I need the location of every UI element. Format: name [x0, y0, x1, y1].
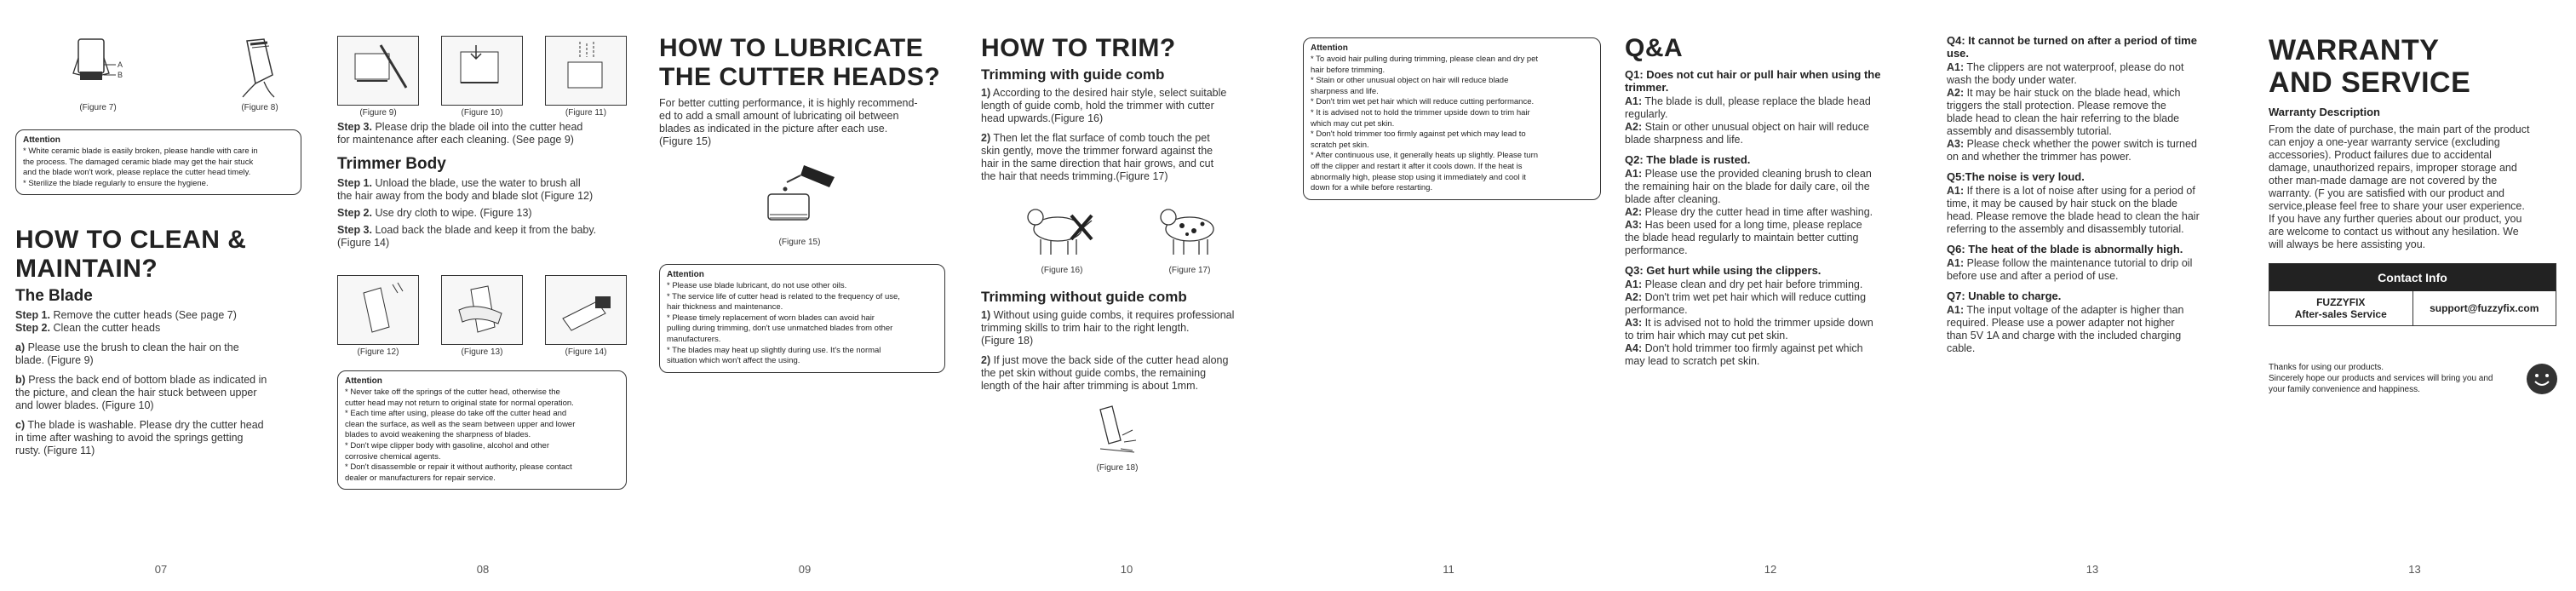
water-brush-illustration	[337, 275, 419, 345]
cloth-wipe-illustration	[441, 275, 523, 345]
wash-blade-illustration	[545, 36, 627, 106]
figure-10	[441, 36, 523, 118]
figure-13	[441, 275, 523, 357]
figure-9	[337, 36, 419, 118]
attention-title: Attention	[1311, 43, 1348, 53]
subtitle-trimmer-body: Trimmer Body	[337, 155, 446, 173]
label-b: B	[118, 71, 123, 79]
page-11	[1288, 0, 1609, 591]
brand-cell: FUZZYFIX After-sales Service	[2269, 291, 2413, 325]
answer: A2: Stain or other unusual object on hair will reduce blade sharpness and life.	[1625, 121, 1869, 146]
page-number: 12	[1764, 563, 1777, 576]
press-blade-illustration	[441, 36, 523, 106]
page-10	[966, 0, 1288, 591]
figure-15	[753, 158, 846, 247]
attention-title: Attention	[345, 376, 382, 386]
attention-box	[337, 370, 627, 490]
dog-spotted-illustration	[1143, 195, 1236, 263]
attention-line: * Sterilize the blade regularly to ensure the hygiene.	[23, 178, 209, 188]
attention-line: * To avoid hair pulling during trimming, please clean and dry pet	[1311, 55, 1539, 64]
body-step-2: Step 2. Use dry cloth to wipe. (Figure 13)	[337, 207, 532, 219]
question-1: Q1: Does not cut hair or pull hair when using the trimmer.	[1625, 68, 1881, 94]
dog-wrong-illustration	[1015, 195, 1109, 263]
figure-17	[1143, 195, 1236, 275]
thanks-text: Thanks for using our products. Sincerely hope our products and services will bring you and your family convenience and happiness.	[2269, 363, 2493, 394]
attention-line: hair before trimming.	[1311, 65, 1386, 75]
smiley-icon	[2526, 363, 2558, 395]
warranty-body: From the date of purchase, the main part of the product can enjoy a one-year warranty service (excluding accessories). Product failures due to accidental damage, unauthorized repairs, improper storage and other man-made damage are not covered by the warranty. (F you are satisfied with our product and service,please feel free to share your user experience. If you have any further queries about our product, you are welcome to contact us without any hesilation. We will always be here assisting you.	[2269, 123, 2530, 250]
page-number: 08	[476, 563, 490, 576]
page-08	[322, 0, 644, 591]
page-07	[0, 0, 322, 591]
attention-line: * After continuous use, it generally heats up slightly. Please turn	[1311, 151, 1539, 161]
oil-drop-illustration	[753, 158, 846, 235]
attention-line: which may cut pet skin.	[1311, 118, 1395, 129]
contact-info-table	[2269, 263, 2556, 326]
figure-16	[1015, 195, 1109, 275]
figure-11	[545, 36, 627, 118]
attention-line: * The service life of cutter head is related to the frequency of use,	[667, 291, 900, 301]
attention-line: corrosive chemical agents.	[345, 451, 441, 462]
attention-line: * Don't disassemble or repair it without authority, please contact	[345, 462, 572, 473]
body-step-1: Step 1. Unload the blade, use the water to brush all the hair away from the body and blade slot (Figure 12)	[337, 177, 594, 202]
attention-line: off the clipper and restart it after it cools down. If the heat is	[1311, 161, 1523, 171]
answer: A1: The blade is dull, please replace the blade head regularly.	[1625, 95, 1871, 120]
question-7: Q7: Unable to charge.	[1947, 290, 2062, 302]
figure-7-caption: (Figure 7)	[79, 103, 117, 112]
attention-line: abnormally high, please stop using it immediately and cool it	[1311, 172, 1526, 182]
page-number: 07	[154, 563, 168, 576]
body-step-3: Step 3. Load back the blade and keep it from the baby. (Figure 14)	[337, 224, 597, 249]
figure-18	[1083, 401, 1151, 473]
subtitle-with-comb: Trimming with guide comb	[981, 66, 1165, 83]
figure-15-caption: (Figure 15)	[778, 238, 821, 247]
attention-line: * Stain or other unusual object on hair will reduce blade	[1311, 76, 1509, 86]
attention-title: Attention	[23, 135, 60, 145]
answer: A3: Has been used for a long time, please replace the blade head regularly to maintain better cutting performance.	[1625, 219, 1862, 256]
answer: A4: Don't hold trimmer too firmly against pet which may lead to scratch pet skin.	[1625, 342, 1863, 367]
question-2: Q2: The blade is rusted.	[1625, 153, 1751, 166]
figure-8	[230, 32, 290, 112]
answer: A2: It may be hair stuck on the blade head, which triggers the stall protection. Please remove the blade head to clean the hair referring to the blade assembly and disassembly tutorial.	[1947, 87, 2181, 137]
trim-direct-illustration	[1083, 401, 1151, 461]
attention-line: * It is advised not to hold the trimmer upside down to trim hair	[1311, 107, 1530, 118]
attention-line: the process. The damaged ceramic blade may get the hair stuck	[23, 157, 254, 167]
attention-line: * White ceramic blade is easily broken, please handle with care in	[23, 146, 258, 156]
answer: A1: The input voltage of the adapter is higher than required. Please use a power adapter not higher than 5V 1A and charge with the included charging cable.	[1947, 304, 2184, 354]
page-number: 13	[2408, 563, 2421, 576]
question-4: Q4: It cannot be turned on after a period of time use.	[1947, 34, 2197, 60]
figure-11-caption: (Figure 11)	[565, 108, 607, 118]
attention-line: cutter head may not return to original state for normal operation.	[345, 398, 574, 408]
answer: A3: It is advised not to hold the trimmer upside down to trim hair which may cut pet skin.	[1625, 317, 1873, 341]
attention-line: * The blades may heat up slightly during use. It's the normal	[667, 345, 881, 355]
item-a: a) Please use the brush to clean the hair on the blade. (Figure 9)	[15, 341, 239, 367]
section-title: HOW TO LUBRICATE THE CUTTER HEADS?	[659, 34, 941, 91]
attention-line: situation which won't affect the using.	[667, 356, 800, 366]
brush-clean-illustration	[337, 36, 419, 106]
answer: A1: The clippers are not waterproof, please do not wash the body under water.	[1947, 61, 2184, 86]
figure-14-caption: (Figure 14)	[565, 347, 607, 357]
figure-7	[68, 32, 128, 112]
attention-line: dealer or manufacturers for repair service.	[345, 473, 496, 483]
answer: A1: Please follow the maintenance tutorial to drip oil before use and after a period of use.	[1947, 257, 2193, 282]
attention-line: pulling during trimming, don't use unmatched blades from other	[667, 324, 893, 334]
answer: A1: Please use the provided cleaning brush to clean the remaining hair on the blade for daily care, oil the blade after cleaning.	[1625, 168, 1872, 205]
figure-12-caption: (Figure 12)	[357, 347, 399, 357]
figure-14	[545, 275, 627, 357]
page-13-qa	[1931, 0, 2253, 591]
without-comb-1: 1) Without using guide combs, it requires professional trimming skills to trim hair to the right length. (Figure 18)	[981, 309, 1235, 347]
attention-line: blades to avoid weakening the sharpness of blades.	[345, 430, 531, 440]
step-2: Step 2. Clean the cutter heads	[15, 322, 161, 335]
answer: A1: If there is a lot of noise after using for a period of time, it may be caused by hair stuck on the blade head. Please remove the blade head to clean the hair referring to the assembly and disassembly tutorial.	[1947, 185, 2200, 235]
attention-line: * Don't trim wet pet hair which will reduce cutting performance.	[1311, 97, 1535, 107]
section-title: Q&A	[1625, 34, 1684, 62]
thanks-block	[2269, 362, 2558, 395]
attention-line: and the blade won't work, please replace the cutter head timely.	[23, 168, 251, 178]
attention-line: sharpness and life.	[1311, 86, 1379, 96]
figure-8-caption: (Figure 8)	[241, 103, 278, 112]
attention-line: * Never take off the springs of the cutter head, otherwise the	[345, 387, 560, 397]
attention-box	[659, 264, 945, 373]
lubricate-body: For better cutting performance, it is highly recommend- ed to add a small amount of lubricating oil between blades as indicated in the picture after each use. (Figure 15)	[659, 97, 918, 147]
answer: A2: Please dry the cutter head in time after washing.	[1625, 206, 1873, 218]
attention-title: Attention	[667, 270, 704, 279]
subtitle-without-comb: Trimming without guide comb	[981, 289, 1187, 305]
attention-line: * Don't wipe clipper body with gasoline, alcohol and other	[345, 440, 549, 450]
page-number: 10	[1120, 563, 1133, 576]
attention-box	[1303, 37, 1601, 200]
subtitle-blade: The Blade	[15, 287, 93, 306]
figure-10-caption: (Figure 10)	[461, 108, 503, 118]
page-number: 11	[1443, 563, 1454, 576]
without-comb-2: 2) If just move the back side of the cutter head along the pet skin without guide combs, the remaining length of the hair after trimming is about 1mm.	[981, 354, 1229, 392]
answer: A2: Don't trim wet pet hair which will reduce cutting performance.	[1625, 291, 1867, 316]
page-12	[1609, 0, 1931, 591]
contact-info-header: Contact Info	[2269, 264, 2556, 291]
with-comb-1: 1) According to the desired hair style, select suitable length of guide comb, hold the trimmer with cutter head upwards.(Figure 16)	[981, 87, 1227, 124]
section-title: HOW TO CLEAN & MAINTAIN?	[15, 226, 247, 284]
attention-line: down for a while before restarting.	[1311, 183, 1433, 193]
question-6: Q6: The heat of the blade is abnormally high.	[1947, 243, 2183, 255]
step-3: Step 3. Please drip the blade oil into the cutter head for maintenance after each cleaning. (See page 9)	[337, 121, 583, 146]
page-13-warranty	[2253, 0, 2576, 591]
page-number: 13	[2085, 563, 2099, 576]
attention-line: * Please timely replacement of worn blades can avoid hair	[667, 313, 875, 323]
attention-line: manufacturers.	[667, 334, 721, 344]
attention-line: hair thickness and maintenance.	[667, 302, 783, 313]
label-a: A	[118, 60, 123, 69]
attention-line: * Don't hold trimmer too firmly against pet which may lead to	[1311, 129, 1526, 140]
answer: A3: Please check whether the power switch is turned on and whether the trimmer has power.	[1947, 138, 2197, 163]
support-email: support@fuzzyfix.com	[2430, 302, 2539, 314]
attention-line: scratch pet skin.	[1311, 140, 1369, 150]
step-1: Step 1. Remove the cutter heads (See page 7)	[15, 309, 237, 322]
attention-box	[15, 129, 301, 195]
section-title: HOW TO TRIM?	[981, 34, 1176, 62]
page-number: 09	[798, 563, 812, 576]
attention-line: * Each time after using, please do take off the cutter head and	[345, 409, 567, 419]
figure-12	[337, 275, 419, 357]
question-3: Q3: Get hurt while using the clippers.	[1625, 264, 1822, 277]
section-title: WARRANTY AND SERVICE	[2269, 34, 2471, 99]
page-09	[644, 0, 966, 591]
figure-9-caption: (Figure 9)	[359, 108, 397, 118]
with-comb-2: 2) Then let the flat surface of comb touch the pet skin gently, move the trimmer forward against the hair in the same direction that hair grows, and cut the hair that needs trimming.(Figure 17)	[981, 132, 1214, 182]
warranty-subtitle: Warranty Description	[2269, 106, 2380, 118]
figure-18-caption: (Figure 18)	[1096, 463, 1139, 473]
hand-remove-illustration	[230, 32, 290, 100]
figure-16-caption: (Figure 16)	[1041, 266, 1083, 275]
cutter-head-illustration	[68, 32, 128, 100]
figure-17-caption: (Figure 17)	[1168, 266, 1211, 275]
figure-13-caption: (Figure 13)	[461, 347, 503, 357]
answer: A1: Please clean and dry pet hair before trimming.	[1625, 278, 1863, 290]
load-blade-illustration	[545, 275, 627, 345]
question-5: Q5:The noise is very loud.	[1947, 170, 2085, 183]
attention-line: clean the surface, as well as the seam between upper and lower	[345, 419, 576, 429]
attention-line: * Please use blade lubricant, do not use other oils.	[667, 281, 847, 290]
item-c: c) The blade is washable. Please dry the cutter head in time after washing to avoid the springs getting rusty. (Figure 11)	[15, 419, 264, 457]
item-b: b) Press the back end of bottom blade as indicated in the picture, and clean the hair stuck between upper and lower blades. (Figure 10)	[15, 374, 267, 412]
